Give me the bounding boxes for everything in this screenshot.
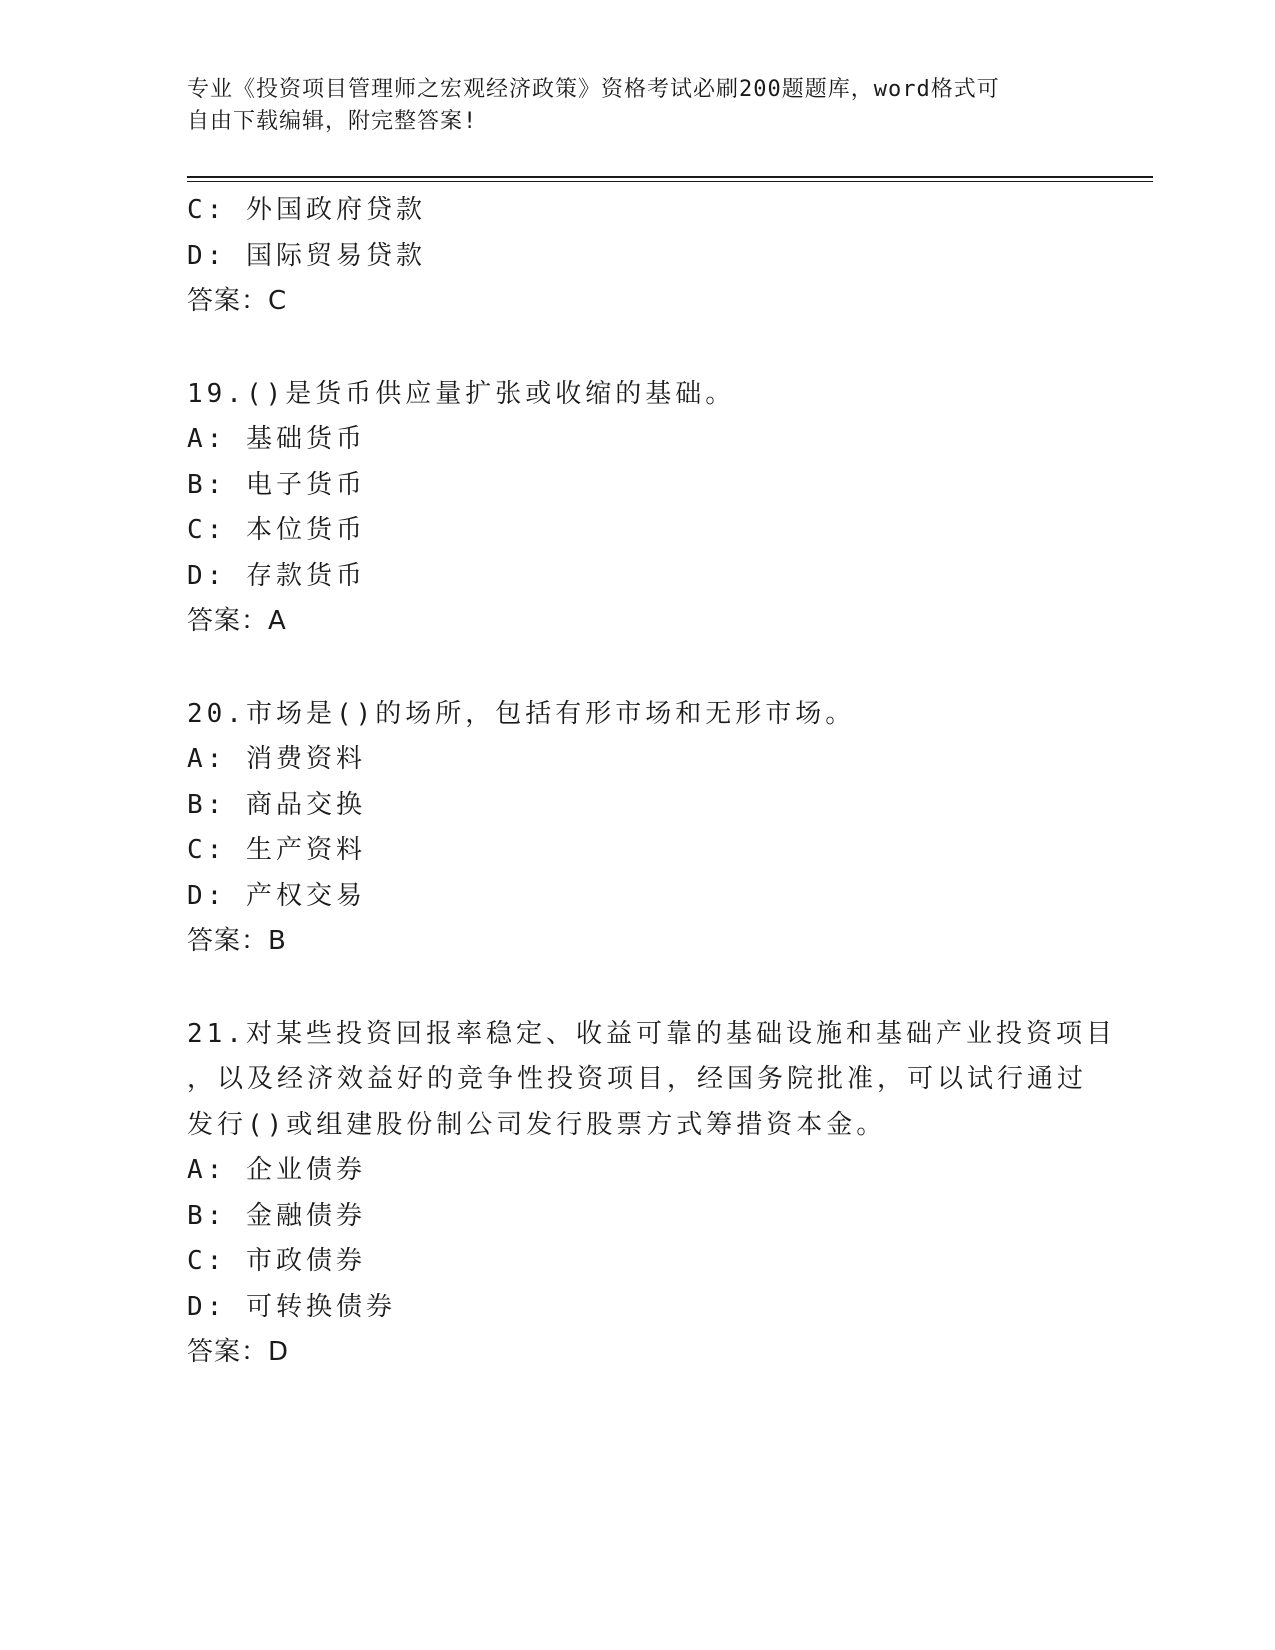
answer-line: 答案：A bbox=[187, 606, 287, 636]
answer-line: 答案：D bbox=[187, 1337, 290, 1367]
question-stem: 20.市场是()的场所，包括有形市场和无形市场。 bbox=[187, 698, 856, 729]
option-b: B: 电子货币 bbox=[187, 469, 366, 500]
option-c: C: 本位货币 bbox=[187, 515, 366, 545]
option-a: A: 基础货币 bbox=[187, 424, 366, 454]
question-block-21 bbox=[187, 1012, 1127, 1376]
option-b: B: 金融债券 bbox=[187, 1200, 366, 1231]
option-a: A: 消费资料 bbox=[187, 744, 366, 774]
option-a: A: 企业债券 bbox=[187, 1155, 366, 1185]
page-header bbox=[187, 74, 1087, 138]
question-stem-line-1: 21.对某些投资回报率稳定、收益可靠的基础设施和基础产业投资项目 bbox=[187, 1018, 1116, 1049]
header-rule-thin bbox=[187, 181, 1153, 182]
header-title-line-1: 专业《投资项目管理师之宏观经济政策》资格考试必刷200题题库，word格式可 bbox=[187, 77, 1000, 102]
option-c: C: 外国政府贷款 bbox=[187, 195, 426, 225]
question-stem: 19.()是货币供应量扩张或收缩的基础。 bbox=[187, 378, 736, 409]
option-c: C: 生产资料 bbox=[187, 835, 366, 865]
question-block-19 bbox=[187, 372, 1127, 645]
header-rule-thick bbox=[187, 176, 1153, 178]
option-c: C: 市政债券 bbox=[187, 1246, 366, 1276]
question-stem-line-2: ，以及经济效益好的竞争性投资项目，经国务院批准，可以试行通过 bbox=[187, 1064, 1088, 1094]
option-b: B: 商品交换 bbox=[187, 789, 366, 820]
option-d: D: 产权交易 bbox=[187, 880, 366, 911]
option-d: D: 存款货币 bbox=[187, 560, 366, 591]
answer-line: 答案：C bbox=[187, 286, 288, 316]
header-title-line-2: 自由下载编辑，附完整答案! bbox=[187, 109, 478, 134]
question-stem-line-3: 发行()或组建股份制公司发行股票方式筹措资本金。 bbox=[187, 1109, 887, 1140]
question-list bbox=[187, 188, 1127, 1376]
answer-line: 答案：B bbox=[187, 926, 287, 956]
question-block-18-tail bbox=[187, 188, 1127, 325]
question-block-20 bbox=[187, 692, 1127, 965]
option-d: D: 国际贸易贷款 bbox=[187, 240, 426, 271]
option-d: D: 可转换债券 bbox=[187, 1291, 396, 1322]
